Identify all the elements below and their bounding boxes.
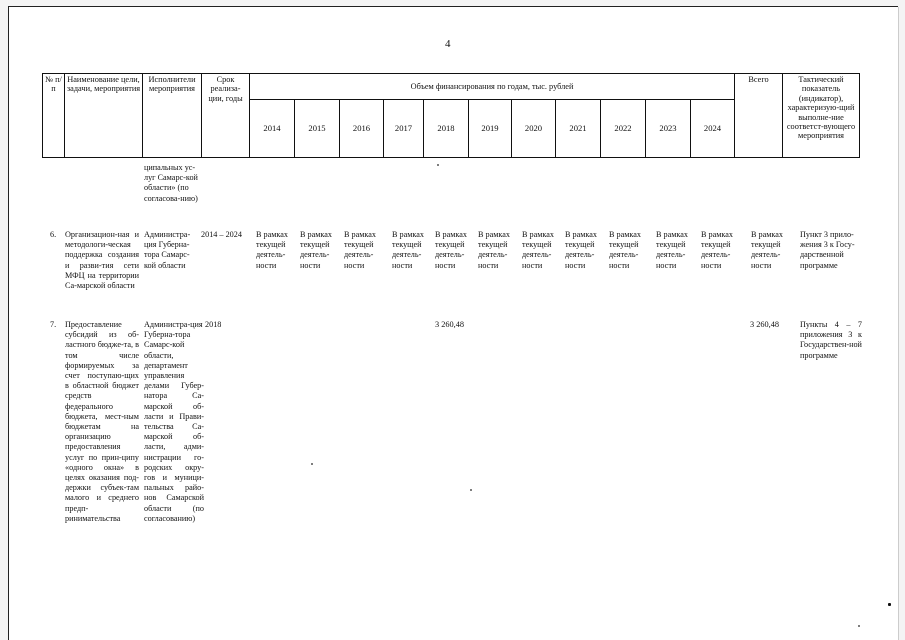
continued-executors: ципальных ус-луг Самарс-кой области» (по согласова-нию) — [144, 163, 198, 203]
row-number: 6. — [50, 230, 57, 239]
row-year-value: В рамках текущей деятель-ности — [435, 230, 467, 270]
row-executors: Администра-ция Губерна-тора Самарс-кой области, департамент управления делами Губер-натора Са-марской об-ласти и Прави-тельства Са-марской об-ласти, адми-нистрации го-родских окру-гов и муници-пальных райо-нов Самарской области (по согласованию) — [144, 320, 204, 523]
scan-speck — [311, 463, 313, 465]
header-year: 2024 — [691, 100, 735, 158]
row-total: 3 260,48 — [750, 320, 780, 329]
row-year-value: В рамках текущей деятель-ности — [344, 230, 376, 270]
table-header — [42, 73, 860, 158]
header-year: 2019 — [469, 100, 512, 158]
scan-speck — [888, 603, 891, 606]
row-name: Предоставление субсидий из об-ластного бюдже-та, в том числе формируемых за счет поступаю-щих в областной бюджет средств федерального бюджета, мест-ным бюджетам на организацию предоставления услуг по прин-ципу «одного окна» в целях оказания под-держки субъек-там малого и среднего предп-ринимательства — [65, 320, 139, 523]
row-term: 2018 — [205, 320, 222, 329]
header-year: 2023 — [646, 100, 691, 158]
header-year: 2014 — [250, 100, 295, 158]
row-year-value: В рамках текущей деятель-ности — [701, 230, 733, 270]
row-year-value: В рамках текущей деятель-ности — [609, 230, 641, 270]
header-year: 2021 — [556, 100, 601, 158]
row-value-2018: 3 260,48 — [435, 320, 465, 329]
row-year-value: В рамках текущей деятель-ности — [478, 230, 510, 270]
header-indicator: Тактический показатель (индикатор), характеризую-щий выполне-ние соответст-вующего мероприятия — [783, 74, 860, 158]
scan-speck — [437, 164, 439, 166]
header-name: Наименование цели, задачи, мероприятия — [65, 74, 143, 158]
row-number: 7. — [50, 320, 57, 329]
header-year: 2022 — [601, 100, 646, 158]
row-indicator: Пункты 4 – 7 приложения 3 к Государствен-ной программе — [800, 320, 862, 360]
row-year-value: В рамках текущей деятель-ности — [522, 230, 554, 270]
header-year: 2018 — [424, 100, 469, 158]
header-total: Всего — [735, 74, 783, 158]
header-year: 2017 — [384, 100, 424, 158]
row-name: Организацион-ная и методологи-ческая поддержка создания и разви-тия сети МФЦ на территории Са-марской области — [65, 230, 139, 291]
row-indicator: Пункт 3 прило-жения 3 к Госу-дарственной программе — [800, 230, 855, 270]
row-year-value: В рамках текущей деятель-ности — [392, 230, 424, 270]
row-year-value: В рамках текущей деятель-ности — [656, 230, 688, 270]
row-executors: Администра-ция Губерна-тора Самарс-кой области — [144, 230, 191, 270]
header-year: 2015 — [295, 100, 340, 158]
scan-speck — [470, 489, 472, 491]
header-year: 2016 — [340, 100, 384, 158]
header-executors: Исполнители мероприятия — [143, 74, 202, 158]
row-term: 2014 – 2024 — [201, 230, 242, 239]
row-year-value: В рамках текущей деятель-ности — [256, 230, 288, 270]
row-total: В рамках текущей деятель-ности — [751, 230, 783, 270]
header-term: Срок реализа-ции, годы — [202, 74, 250, 158]
scan-speck — [858, 625, 860, 627]
header-year: 2020 — [512, 100, 556, 158]
page-number: 4 — [445, 38, 451, 50]
row-year-value: В рамках текущей деятель-ности — [565, 230, 597, 270]
header-financing: Объем финансирования по годам, тыс. рублей — [250, 74, 735, 100]
header-no: № п/п — [43, 74, 65, 158]
row-year-value: В рамках текущей деятель-ности — [300, 230, 332, 270]
